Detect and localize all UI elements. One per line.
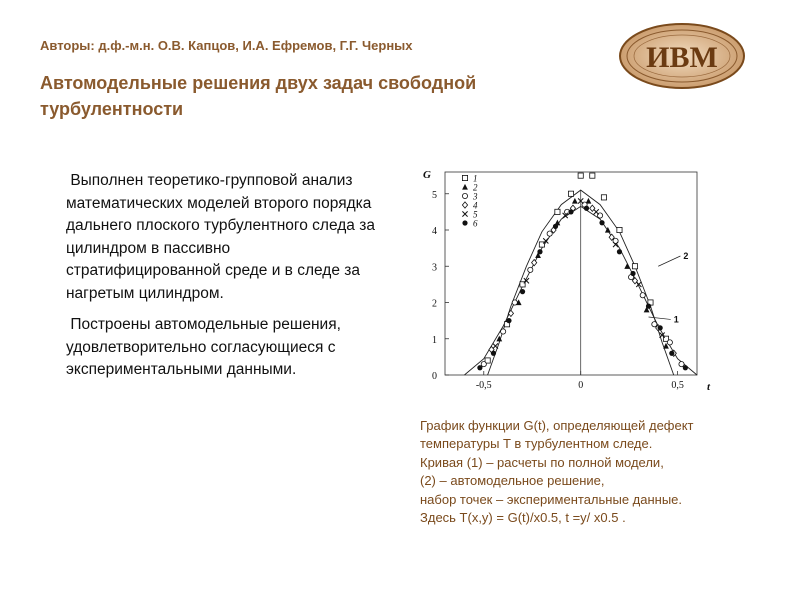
legend-marker-3	[462, 193, 467, 198]
data-point-series-6	[658, 325, 663, 330]
paragraph-1-text: Выполнен теоретико-групповой анализ математических моделей второго порядка дальнего плоского турбулентного следа за цилиндром в пассивно стратифицированной среде и в следе за нагретым цилиндром.	[66, 172, 375, 302]
legend-label: 4	[473, 200, 478, 211]
ivm-logo	[618, 22, 746, 90]
data-point-series-6	[630, 271, 635, 276]
y-tick-label: 4	[432, 226, 437, 237]
y-tick-label: 3	[432, 262, 437, 274]
y-tick-label: 1	[432, 334, 437, 346]
caption-line-3: Кривая (1) – расчеты по полной модели,	[420, 454, 664, 470]
g-function-chart	[415, 160, 715, 398]
body-text	[66, 170, 376, 391]
paragraph-1	[66, 170, 376, 305]
data-point-series-3	[481, 362, 486, 367]
y-tick-label: 5	[432, 189, 437, 201]
caption-line-6: Здесь T(x,y) = G(t)/x0.5, t =y/ x0.5 .	[420, 510, 626, 526]
data-point-series-6	[491, 351, 496, 356]
x-axis-label: t	[706, 381, 710, 393]
data-point-series-1	[601, 195, 606, 200]
legend-label: 3	[473, 191, 478, 202]
caption-line-4: (2) – автомодельное решение,	[420, 473, 605, 489]
data-point-series-6	[537, 249, 542, 254]
data-point-series-1	[632, 264, 637, 269]
data-point-series-3	[512, 300, 517, 305]
data-point-series-6	[683, 365, 688, 370]
data-point-series-6	[477, 365, 482, 370]
logo-text: ИВМ	[646, 41, 718, 74]
slide-title-line2: турбулентности	[40, 99, 184, 119]
chart-caption	[420, 417, 780, 527]
legend-marker-2	[462, 184, 468, 190]
legend-marker-4	[462, 202, 467, 208]
legend-marker-6	[462, 220, 467, 225]
data-point-series-1	[555, 209, 560, 214]
curve-label-leader	[649, 317, 671, 319]
caption-line-1: График функции G(t), определяющей дефект	[420, 418, 694, 433]
legend-label: 6	[473, 218, 478, 229]
data-point-series-6	[584, 206, 589, 211]
data-point-series-6	[617, 249, 622, 254]
data-point-series-6	[520, 289, 525, 294]
data-point-series-6	[506, 318, 511, 323]
caption-line-5: набор точек – экспериментальные данные.	[420, 491, 683, 507]
data-point-series-1	[568, 191, 573, 196]
x-tick-label: -0,5	[475, 380, 492, 391]
data-point-series-5	[493, 343, 498, 348]
slide-title	[40, 70, 600, 122]
slide-title-line1: Автомодельные решения двух задач свободной	[40, 73, 477, 93]
authors-line: Авторы: д.ф.-м.н. О.В. Капцов, И.А. Ефремов, Г.Г. Черных	[40, 38, 413, 53]
x-tick-label: 0	[578, 380, 584, 391]
data-point-series-6	[568, 209, 573, 214]
data-point-series-3	[547, 231, 552, 236]
data-point-series-1	[590, 173, 595, 178]
legend-label: 5	[473, 209, 478, 220]
curve-label-leader	[658, 256, 680, 266]
data-point-series-3	[501, 329, 506, 334]
legend-label: 2	[473, 182, 478, 193]
data-point-series-6	[599, 220, 604, 225]
curve-label: 1	[673, 314, 679, 325]
data-point-series-1	[578, 173, 583, 178]
y-tick-label: 2	[432, 298, 437, 310]
paragraph-2-text: Построены автомодельные решения, удовлетворительно согласующиеся с экспериментальными данными.	[66, 316, 341, 378]
data-point-series-3	[528, 267, 533, 272]
data-point-series-3	[679, 362, 684, 367]
paragraph-2	[66, 314, 376, 382]
caption-line-2: температуры T в турбулентном следе.	[420, 436, 653, 452]
data-point-series-3	[667, 340, 672, 345]
data-point-series-6	[669, 351, 674, 356]
legend-label: 1	[473, 173, 478, 184]
data-point-series-3	[652, 322, 657, 327]
y-axis-label: G	[423, 169, 431, 181]
data-point-series-6	[646, 304, 651, 309]
data-point-series-2	[624, 263, 630, 269]
data-point-series-6	[553, 224, 558, 229]
data-point-series-3	[640, 293, 645, 298]
x-tick-label: 0,5	[671, 380, 684, 391]
data-point-series-5	[594, 209, 599, 214]
data-point-series-1	[617, 227, 622, 232]
curve-label: 2	[683, 251, 689, 261]
y-tick-label: 0	[432, 371, 437, 382]
legend-marker-5	[462, 211, 467, 216]
data-point-series-2	[572, 198, 578, 204]
legend-marker-1	[462, 175, 467, 180]
plot-frame	[445, 172, 697, 375]
